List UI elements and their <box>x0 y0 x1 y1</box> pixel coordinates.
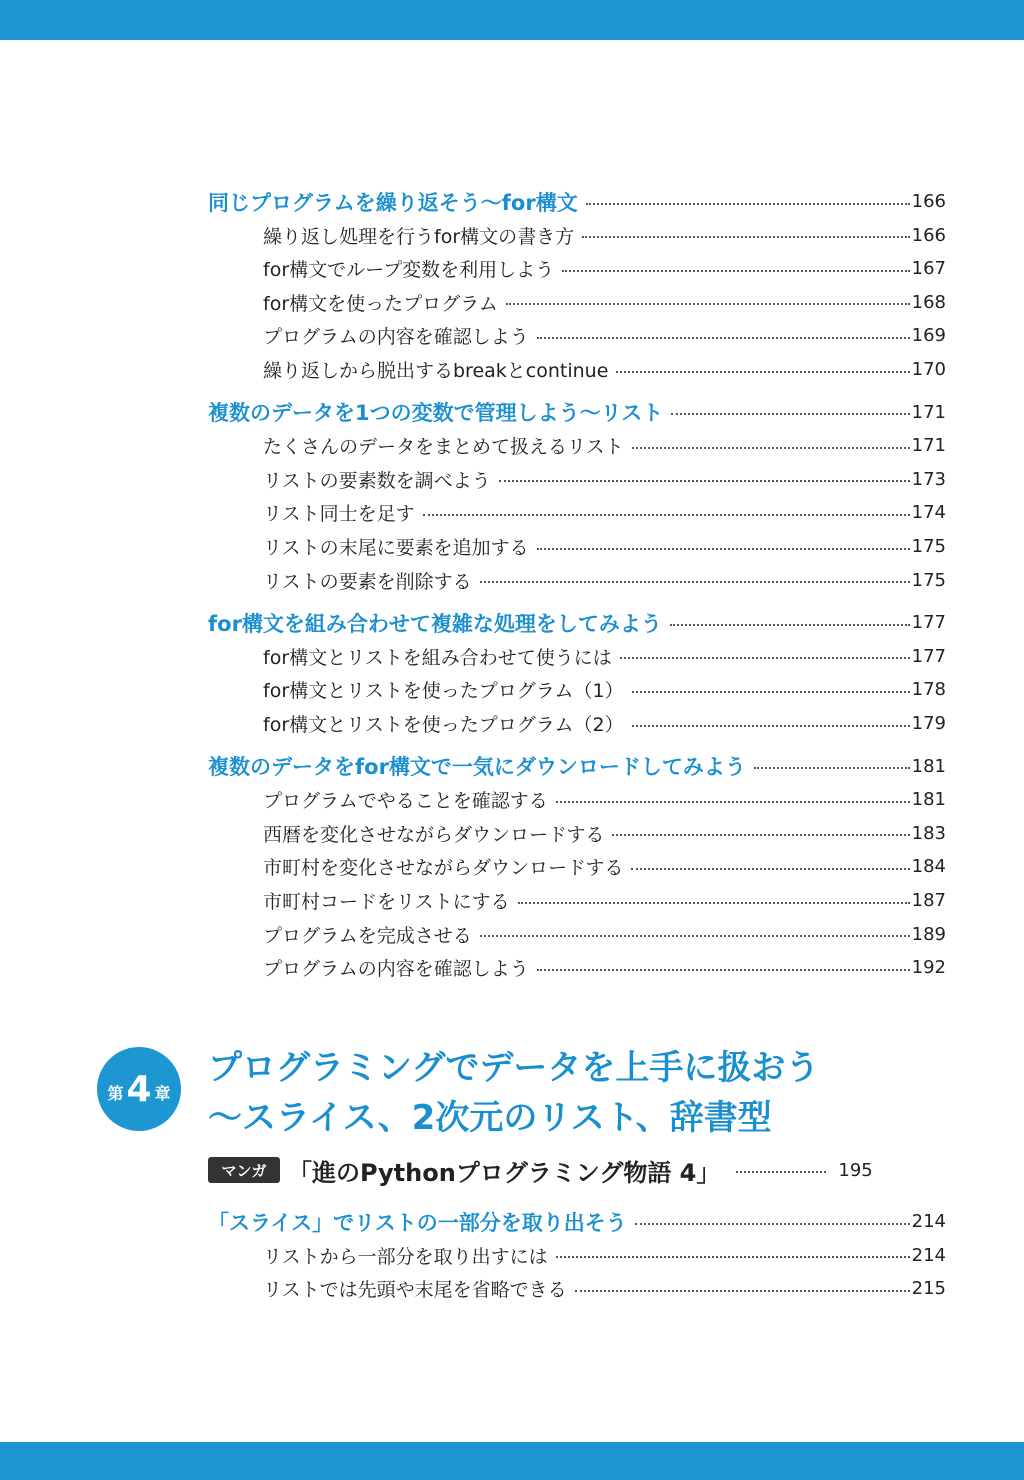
leader-dots <box>586 203 910 205</box>
chapter-prefix: 第 <box>107 1083 124 1103</box>
leader-dots <box>671 413 909 415</box>
toc-entry-page: 187 <box>911 890 946 911</box>
toc-entry-page: 171 <box>911 435 946 457</box>
toc-subsection-entry[interactable] <box>0 918 946 951</box>
toc-entry-title: プログラムの内容を確認しよう <box>263 958 529 981</box>
leader-dots <box>635 1223 910 1225</box>
toc-subsection-entry[interactable] <box>0 496 946 529</box>
manga-title: 「進のPythonプログラミング物語 4」 <box>288 1158 721 1187</box>
leader-dots <box>506 303 910 305</box>
toc-entry-page: 168 <box>911 291 946 313</box>
toc-entry-page: 181 <box>911 789 946 811</box>
leader-dots <box>499 480 910 482</box>
toc-subsection-entry[interactable] <box>0 951 946 984</box>
toc-entry-title: プログラムの内容を確認しよう <box>263 326 529 349</box>
toc-entry-page: 177 <box>911 645 946 667</box>
leader-dots <box>736 1171 826 1173</box>
toc-subsection-entry[interactable] <box>0 1272 946 1305</box>
chapter-title-line2: 〜スライス、2次元のリスト、辞書型 <box>208 1098 772 1138</box>
toc-entry-title: 繰り返し処理を行うfor構文の書き方 <box>263 225 575 248</box>
toc-entry-page: 215 <box>911 1278 946 1300</box>
toc-subsection-entry[interactable] <box>0 219 946 252</box>
toc-subsection-entry[interactable] <box>0 353 946 386</box>
toc-entry-title: リストでは先頭や末尾を省略できる <box>263 1279 567 1302</box>
toc-subsection-entry[interactable] <box>0 319 946 352</box>
toc-entry-title: for構文とリストを組み合わせて使うには <box>263 646 612 669</box>
chapter-suffix: 章 <box>154 1083 171 1103</box>
toc-entry-title: for構文でループ変数を利用しよう <box>263 259 555 282</box>
toc-subsection-entry[interactable] <box>0 530 946 563</box>
leader-dots <box>556 801 910 803</box>
toc-entry-page: 177 <box>911 612 946 634</box>
toc-subsection-entry[interactable] <box>0 286 946 319</box>
toc-entry-title: for構文を使ったプログラム <box>263 292 498 315</box>
toc-subsection-entry[interactable] <box>0 1239 946 1272</box>
toc-subsection-entry[interactable] <box>0 817 946 850</box>
leader-dots <box>754 767 910 769</box>
toc-entry-title: プログラムでやることを確認する <box>263 790 548 813</box>
toc-entry-title: 西暦を変化させながらダウンロードする <box>263 823 605 846</box>
leader-dots <box>632 691 910 693</box>
toc-entry-page: 181 <box>911 755 946 777</box>
toc-entry-title: 繰り返しから脱出するbreakとcontinue <box>263 360 609 382</box>
manga-tag: マンガ <box>208 1157 280 1183</box>
leader-dots <box>632 725 910 727</box>
toc-entry-title: リストから一部分を取り出すには <box>263 1245 548 1268</box>
toc-subsection-entry[interactable] <box>0 429 946 462</box>
toc-entry-page: 192 <box>911 957 946 979</box>
leader-dots <box>518 902 910 904</box>
toc-subsection-entry[interactable] <box>0 884 946 917</box>
leader-dots <box>556 1256 910 1258</box>
toc-entry-page: 171 <box>911 401 946 423</box>
leader-dots <box>616 371 909 373</box>
toc-entry-title: 同じプログラムを繰り返そう〜for構文 <box>208 190 578 215</box>
toc-subsection-entry[interactable] <box>0 850 946 883</box>
chapter-title-line1: プログラミングでデータを上手に扱おう <box>208 1048 820 1088</box>
toc-entry-page: 167 <box>911 258 946 280</box>
leader-dots <box>480 581 910 583</box>
leader-dots <box>632 447 910 449</box>
toc-entry-page: 166 <box>911 224 946 246</box>
toc-entry-title: for構文を組み合わせて複雑な処理をしてみよう <box>208 611 662 636</box>
leader-dots <box>582 236 910 238</box>
leader-dots <box>562 270 909 272</box>
leader-dots <box>620 657 910 659</box>
toc-entry-title: for構文とリストを使ったプログラム（1） <box>263 680 624 703</box>
toc-entry-title: たくさんのデータをまとめて扱えるリスト <box>263 436 624 459</box>
toc-entry-page: 173 <box>911 468 946 490</box>
leader-dots <box>631 868 909 870</box>
manga-page: 195 <box>838 1159 873 1181</box>
bottom-color-band <box>0 1442 1024 1480</box>
toc-entry-title: 複数のデータを1つの変数で管理しよう〜リスト <box>208 401 664 426</box>
toc-subsection-entry[interactable] <box>0 707 946 740</box>
toc-entry-page: 214 <box>911 1211 946 1232</box>
manga-entry[interactable] <box>288 1150 946 1190</box>
leader-dots <box>423 514 910 516</box>
leader-dots <box>612 834 909 836</box>
leader-dots <box>537 969 910 971</box>
toc-section-entry[interactable] <box>0 1205 946 1238</box>
toc-entry-page: 214 <box>911 1244 946 1266</box>
toc-entry-page: 174 <box>911 502 946 524</box>
toc-subsection-entry[interactable] <box>0 463 946 496</box>
toc-section-entry[interactable] <box>0 606 946 639</box>
toc-entry-title: 「スライス」でリストの一部分を取り出そう <box>208 1210 627 1235</box>
toc-entry-title: 市町村を変化させながらダウンロードする <box>263 857 624 880</box>
toc-entry-page: 184 <box>911 856 946 878</box>
leader-dots <box>537 548 910 550</box>
chapter-badge <box>97 1047 181 1131</box>
toc-entry-page: 183 <box>911 822 946 844</box>
leader-dots <box>537 337 910 339</box>
toc-section-entry[interactable] <box>0 750 946 783</box>
toc-entry-title: プログラムを完成させる <box>263 924 472 947</box>
toc-entry-title: リストの要素を削除する <box>263 570 472 593</box>
toc-entry-page: 189 <box>911 923 946 945</box>
toc-entry-title: 複数のデータをfor構文で一気にダウンロードしてみよう <box>208 755 746 780</box>
toc-entry-title: for構文とリストを使ったプログラム（2） <box>263 714 624 736</box>
leader-dots <box>480 935 910 937</box>
toc-subsection-entry[interactable] <box>0 783 946 816</box>
toc-entry-page: 170 <box>911 359 946 380</box>
toc-entry-page: 169 <box>911 325 946 347</box>
toc-entry-title: 市町村コードをリストにする <box>263 891 510 913</box>
toc-entry-page: 175 <box>911 569 946 591</box>
toc-section-entry[interactable] <box>0 396 946 429</box>
leader-dots <box>575 1290 910 1292</box>
toc-subsection-entry[interactable] <box>0 564 946 597</box>
toc-subsection-entry[interactable] <box>0 640 946 673</box>
toc-subsection-entry[interactable] <box>0 252 946 285</box>
leader-dots <box>670 624 910 626</box>
toc-entry-page: 178 <box>911 679 946 701</box>
top-color-band <box>0 0 1024 40</box>
toc-entry-page: 179 <box>911 713 946 734</box>
toc-subsection-entry[interactable] <box>0 673 946 706</box>
toc-entry-title: リストの要素数を調べよう <box>263 469 491 492</box>
toc-entry-title: リストの末尾に要素を追加する <box>263 537 529 559</box>
toc-entry-page: 166 <box>911 191 946 212</box>
toc-section-entry[interactable] <box>0 185 946 218</box>
toc-entry-title: リスト同士を足す <box>263 503 415 526</box>
toc-entry-page: 175 <box>911 536 946 557</box>
chapter-number: 4 <box>126 1068 152 1110</box>
